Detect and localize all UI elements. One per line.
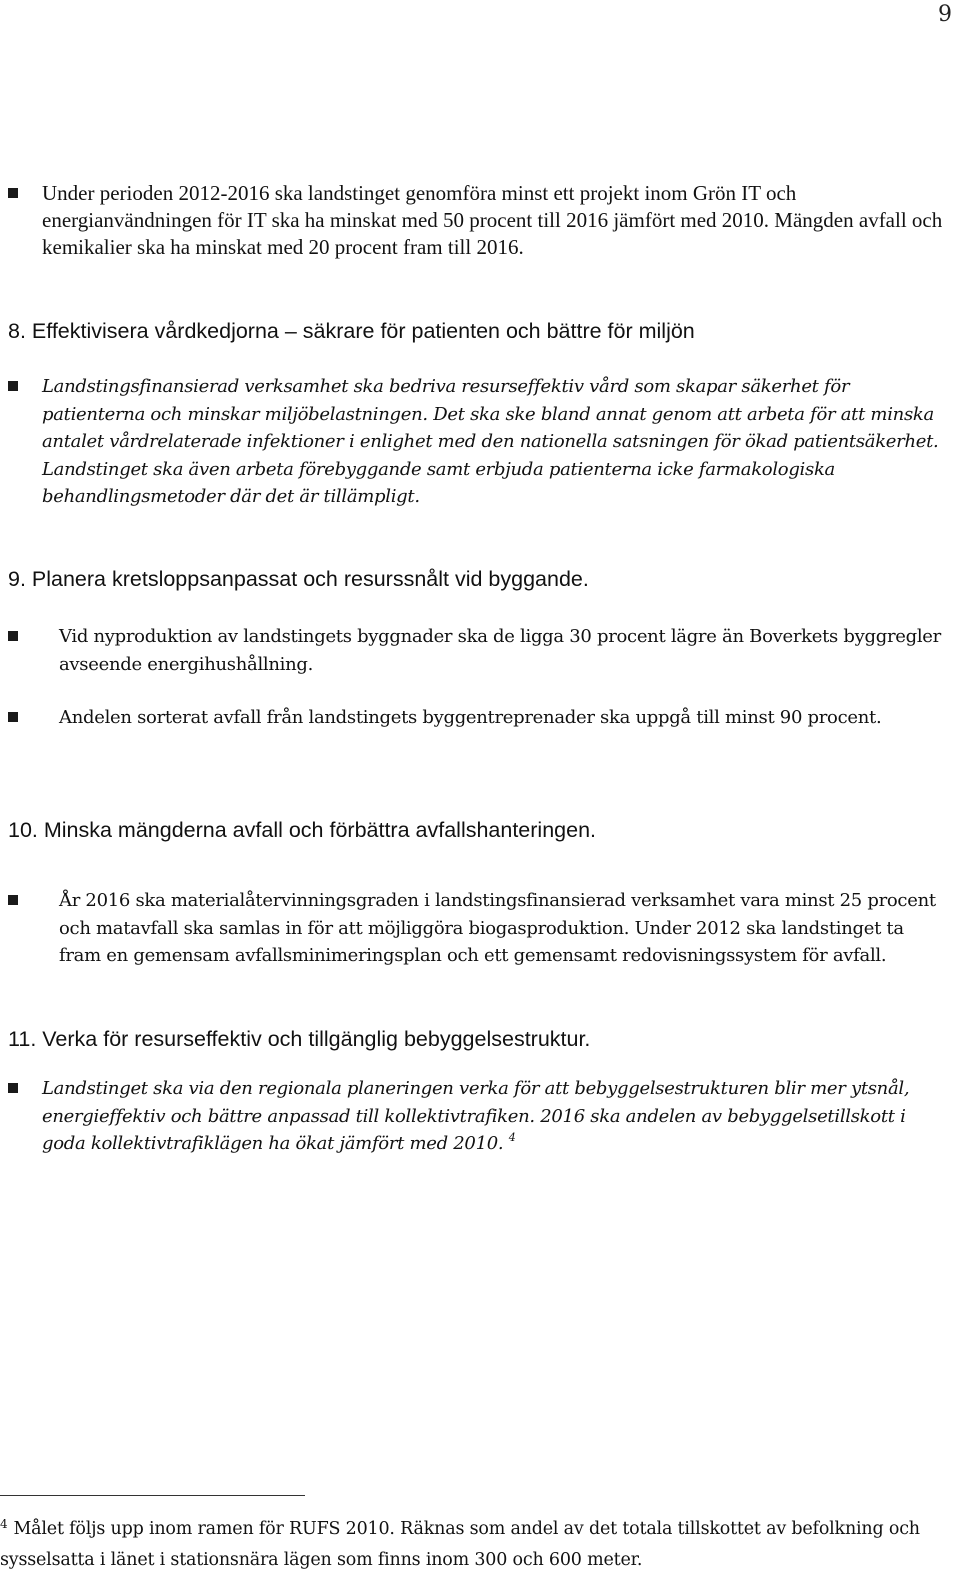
section-heading-9: 9. Planera kretsloppsanpassat och resurssnålt vid byggande. <box>8 567 589 591</box>
paragraph-text: Under perioden 2012-2016 ska landstinget genomföra minst ett projekt inom Grön IT och energianvändningen för IT ska ha minskat med 50 procent till 2016 jämfört med 2010. Mängden avfall och kemikalier ska ha minskat med 20 procent fram till 2016. <box>42 181 943 259</box>
bullet-marker <box>8 1083 18 1093</box>
paragraph-text: Vid nyproduktion av landstingets byggnader ska de ligga 30 procent lägre än Boverkets byggregler avseende energihushållning. <box>59 626 941 675</box>
list-item <box>8 1075 944 1158</box>
footnote-separator <box>0 1495 305 1496</box>
footnote-mark: 4 <box>0 1517 8 1531</box>
section-heading-10: 10. Minska mängderna avfall och förbättra avfallshanteringen. <box>8 818 597 842</box>
list-item <box>8 623 944 678</box>
footnote-text: Målet följs upp inom ramen för RUFS 2010. Räknas som andel av det totala tillskottet av befolkning och sysselsatta i länet i stationsnära lägen som finns inom 300 och 600 meter. <box>0 1519 920 1570</box>
bullet-marker <box>8 631 18 641</box>
paragraph-text: Landstinget ska via den regionala planeringen verka för att bebyggelsestrukturen blir mer ytsnål, energieffektiv och bättre anpassad till kollektivtrafiken. 2016 ska andelen av bebyggelsetillskott i goda kollektivtrafiklägen ha ökat jämfört med 2010. $^4$ <box>42 1078 910 1154</box>
bullet-marker <box>8 381 18 391</box>
paragraph-text: År 2016 ska materialåtervinningsgraden i landstingsfinansierad verksamhet vara minst 25 procent och matavfall ska samlas in för att möjliggöra biogasproduktion. Under 2012 ska landstinget ta fram en gemensam avfallsminimeringsplan och ett gemensamt redovisningssystem för avfall. <box>59 890 936 966</box>
list-item <box>8 373 944 511</box>
section-heading-8: 8. Effektivisera vårdkedjorna – säkrare för patienten och bättre för miljön <box>8 319 695 343</box>
footnote <box>0 1509 952 1576</box>
list-item <box>8 887 944 970</box>
bullet-marker <box>8 188 18 198</box>
page-number: 9 <box>938 2 952 27</box>
section-heading-11: 11. Verka för resurseffektiv och tillgänglig bebyggelsestruktur. <box>8 1027 591 1051</box>
bullet-marker <box>8 895 18 905</box>
paragraph-text: Andelen sorterat avfall från landstingets byggentreprenader ska uppgå till minst 90 procent. <box>59 707 882 728</box>
list-item <box>8 704 944 732</box>
footnote-reference: 4 <box>508 1131 516 1144</box>
bullet-marker <box>8 712 18 722</box>
list-item <box>8 180 944 261</box>
paragraph-text: Landstingsfinansierad verksamhet ska bedriva resurseffektiv vård som skapar säkerhet för patienterna och minskar miljöbelastningen. Det ska ske bland annat genom att arbeta för att minska antalet vårdrelaterade infektioner i enlighet med den nationella satsningen för ökad patientsäkerhet. Landstinget ska även arbeta förebyggande samt erbjuda patienterna icke farmakologiska behandlingsmetoder där det är tillämpligt. <box>42 376 939 507</box>
